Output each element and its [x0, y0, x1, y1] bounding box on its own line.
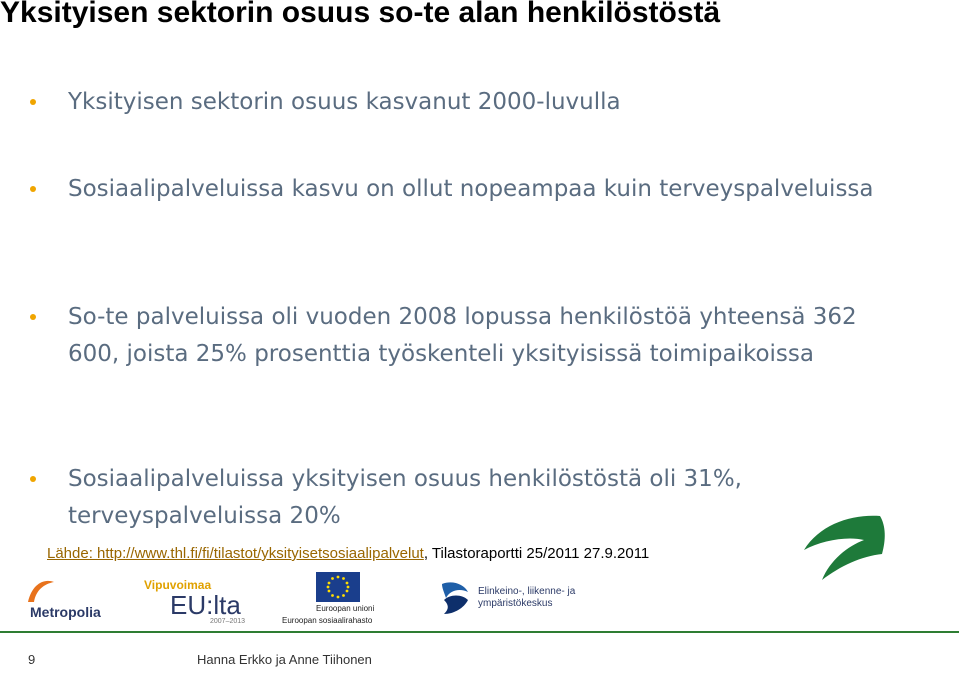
ely-emblem-icon	[438, 580, 472, 618]
vipuvoimaa-text: Vipuvoimaa	[144, 578, 212, 592]
bullet-item	[68, 299, 858, 373]
bullet-item	[68, 461, 828, 535]
metropolia-logo	[22, 578, 114, 626]
bullet-item	[68, 84, 928, 121]
bullet-dot-icon	[30, 314, 36, 320]
footer-authors: Hanna Erkko ja Anne Tiihonen	[197, 652, 372, 667]
bullet-dot-icon	[30, 186, 36, 192]
page-number: 9	[28, 652, 36, 667]
bullet-text: Yksityisen sektorin osuus kasvanut 2000-luvulla	[68, 89, 621, 115]
ely-logo	[438, 580, 588, 628]
bullet-dot-icon	[30, 99, 36, 105]
esr-text: Euroopan sosiaalirahasto	[282, 616, 373, 625]
source-rest: , Tilastoraportti 25/2011 27.9.2011	[423, 545, 650, 562]
eu-lta-text: EU:lta	[170, 590, 241, 620]
bullet-dot-icon	[30, 476, 36, 482]
vipuvoimaa-years: 2007–2013	[210, 618, 246, 625]
logo-strip	[0, 570, 959, 630]
eu-flag-icon	[316, 572, 360, 602]
bullet-text: So-te palveluissa oli vuoden 2008 lopussa henkilöstöä yhteensä 362 600, joista 25% prosenttia työskenteli yksityisissä toimipaikoissa	[68, 304, 857, 367]
source-citation	[47, 545, 649, 562]
bullet-text: Sosiaalipalveluissa yksityisen osuus henkilöstöstä oli 31%, terveyspalveluissa 20%	[68, 466, 742, 529]
bullet-item	[68, 171, 928, 208]
bullet-text: Sosiaalipalveluissa kasvu on ollut nopeampaa kuin terveyspalveluissa	[68, 176, 874, 202]
metropolia-arc-icon	[26, 578, 56, 604]
metropolia-logo-text: Metropolia	[30, 604, 101, 620]
footer-divider	[0, 631, 959, 633]
slide-title: Yksityisen sektorin osuus so-te alan henkilöstöstä	[0, 0, 721, 29]
eu-text: Euroopan unioni	[316, 604, 375, 613]
source-link[interactable]: Lähde: http://www.thl.fi/fi/tilastot/yksityisetsosiaalipalvelut	[47, 545, 424, 562]
ely-text-line2: ympäristökeskus	[478, 598, 553, 609]
eu-logo	[282, 572, 392, 628]
ely-text-line1: Elinkeino-, liikenne- ja	[478, 586, 576, 597]
vipuvoimaa-logo	[140, 574, 250, 628]
